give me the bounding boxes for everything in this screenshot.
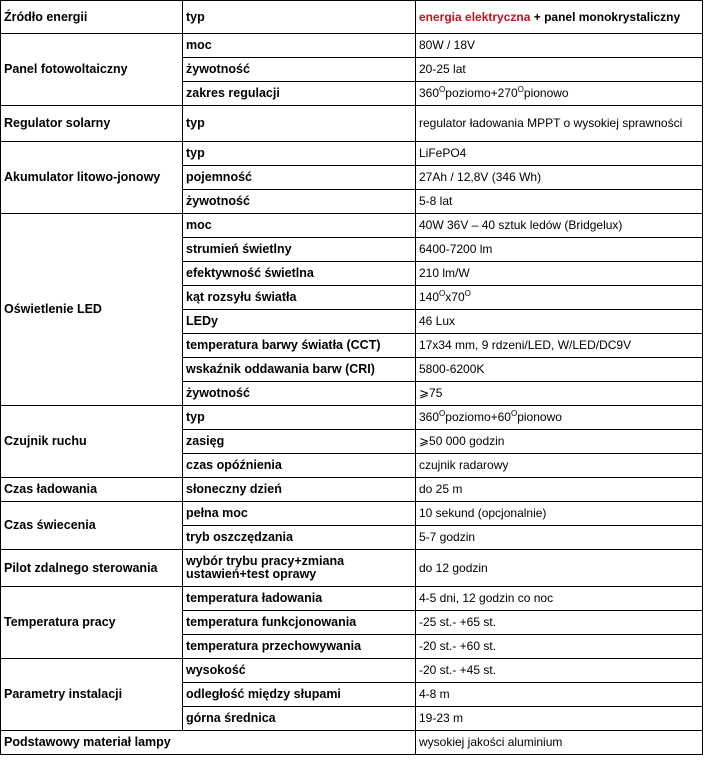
param-value: 27Ah / 12,8V (346 Wh) [416,166,703,190]
param-value: 5-7 godzin [416,526,703,550]
value-part: 140 [419,290,440,304]
param-value [416,286,703,310]
table-row [1,731,703,755]
param-value: -20 st.- +60 st. [416,635,703,659]
degree-mark: O [439,85,446,94]
param-label: żywotność [183,58,416,82]
param-value: -20 st.- +45 st. [416,659,703,683]
table-row [1,550,703,587]
value-part: x70 [445,290,465,304]
param-label: pełna moc [183,502,416,526]
param-label: moc [183,214,416,238]
param-value: 46 Lux [416,310,703,334]
param-label: temperatura barwy światła (CCT) [183,334,416,358]
value-rest: + panel monokrystaliczny [530,9,681,24]
param-label: górna średnica [183,707,416,731]
group-label: Podstawowy materiał lampy [1,731,416,755]
param-value: 19-23 m [416,707,703,731]
param-value: do 12 godzin [416,550,703,587]
param-label: czas opóźnienia [183,454,416,478]
param-value: regulator ładowania MPPT o wysokiej sprawności [416,106,703,142]
degree-mark: O [439,289,446,298]
value-highlight: energia elektryczna [419,9,531,24]
param-label: temperatura przechowywania [183,635,416,659]
table-row [1,1,703,34]
param-label: LEDy [183,310,416,334]
param-value: LiFePO4 [416,142,703,166]
param-value: wysokiej jakości aluminium [416,731,703,755]
degree-mark: O [439,409,446,418]
table-row [1,214,703,238]
table-row [1,659,703,683]
param-label: efektywność świetlna [183,262,416,286]
param-label: zasięg [183,430,416,454]
param-value: 20-25 lat [416,58,703,82]
param-value [416,406,703,430]
value-part: poziomo+60 [445,410,511,424]
param-value: 40W 36V – 40 sztuk ledów (Bridgelux) [416,214,703,238]
param-value: czujnik radarowy [416,454,703,478]
table-row [1,406,703,430]
table-row [1,142,703,166]
param-label: typ [183,106,416,142]
table-row [1,34,703,58]
degree-mark: O [517,85,524,94]
group-label: Źródło energii [1,1,183,34]
param-value: do 25 m [416,478,703,502]
group-label: Panel fotowoltaiczny [1,34,183,106]
value-part: pionowo [517,410,562,424]
param-value: ⩾50 000 godzin [416,430,703,454]
param-label: wskaźnik oddawania barw (CRI) [183,358,416,382]
param-value: 80W / 18V [416,34,703,58]
group-label: Pilot zdalnego sterowania [1,550,183,587]
param-label: żywotność [183,190,416,214]
param-value: 17x34 mm, 9 rdzeni/LED, W/LED/DC9V [416,334,703,358]
param-label: temperatura funkcjonowania [183,611,416,635]
param-label: odległość między słupami [183,683,416,707]
param-label: typ [183,406,416,430]
param-value: 4-8 m [416,683,703,707]
degree-mark: O [464,289,471,298]
value-part: 360 [419,86,440,100]
param-label: moc [183,34,416,58]
param-value: -25 st.- +65 st. [416,611,703,635]
group-label: Parametry instalacji [1,659,183,731]
param-label: wybór trybu pracy+zmiana ustawień+test oprawy [183,550,416,587]
param-value: 4-5 dni, 12 godzin co noc [416,587,703,611]
group-label: Czas świecenia [1,502,183,550]
group-label: Regulator solarny [1,106,183,142]
param-label: tryb oszczędzania [183,526,416,550]
param-value: ⩾75 [416,382,703,406]
group-label: Akumulator litowo-jonowy [1,142,183,214]
value-part: pionowo [523,86,569,100]
param-label: wysokość [183,659,416,683]
group-label: Oświetlenie LED [1,214,183,406]
value-part: 360 [419,410,440,424]
param-value: 5-8 lat [416,190,703,214]
table-row [1,587,703,611]
param-label: typ [183,1,416,34]
param-label: kąt rozsyłu światła [183,286,416,310]
param-value: 5800-6200K [416,358,703,382]
param-label: zakres regulacji [183,82,416,106]
param-value: 6400-7200 lm [416,238,703,262]
param-label: słoneczny dzień [183,478,416,502]
param-value: 210 lm/W [416,262,703,286]
table-row [1,502,703,526]
group-label: Czujnik ruchu [1,406,183,478]
value-part: poziomo+270 [445,86,518,100]
param-label: pojemność [183,166,416,190]
param-value: 10 sekund (opcjonalnie) [416,502,703,526]
table-row [1,478,703,502]
group-label: Temperatura pracy [1,587,183,659]
param-label: temperatura ładowania [183,587,416,611]
param-value [416,1,703,34]
param-value [416,82,703,106]
table-row [1,106,703,142]
degree-mark: O [510,409,518,418]
param-label: strumień świetlny [183,238,416,262]
param-label: żywotność [183,382,416,406]
param-label: typ [183,142,416,166]
group-label: Czas ładowania [1,478,183,502]
